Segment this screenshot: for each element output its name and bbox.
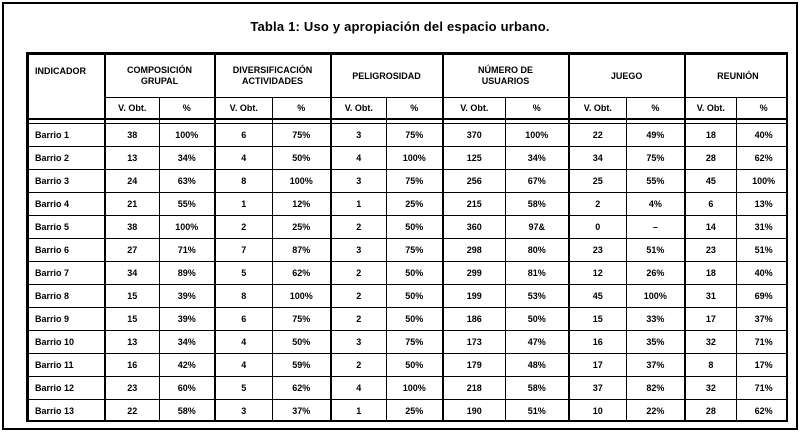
barrio-cell: Barrio 12 <box>29 377 105 400</box>
percent-cell: 75% <box>387 124 443 147</box>
subheader-vobt: V. Obt. <box>331 98 387 120</box>
value-cell: 17 <box>569 354 627 377</box>
table-row <box>29 262 789 285</box>
header-numero-usuarios <box>443 55 569 98</box>
subheader-vobt: V. Obt. <box>685 98 737 120</box>
header-group-line1: COMPOSICIÓN <box>127 65 193 75</box>
value-cell: 2 <box>569 193 627 216</box>
value-cell: 3 <box>331 170 387 193</box>
percent-cell: 50% <box>387 216 443 239</box>
value-cell: 173 <box>443 331 506 354</box>
percent-cell: 75% <box>387 331 443 354</box>
subheader-pct: % <box>387 98 443 120</box>
header-group-line1: JUEGO <box>610 70 643 81</box>
subheader-vobt: V. Obt. <box>569 98 627 120</box>
table-container <box>26 52 788 422</box>
percent-cell: 50% <box>273 147 331 170</box>
percent-cell: 51% <box>627 239 685 262</box>
value-cell: 4 <box>331 147 387 170</box>
value-cell: 18 <box>685 262 737 285</box>
percent-cell: 89% <box>160 262 215 285</box>
value-cell: 2 <box>331 216 387 239</box>
barrio-cell: Barrio 5 <box>29 216 105 239</box>
percent-cell: 50% <box>387 308 443 331</box>
header-sub-row <box>29 98 789 120</box>
value-cell: 298 <box>443 239 506 262</box>
barrio-cell: Barrio 1 <box>29 124 105 147</box>
barrio-cell: Barrio 4 <box>29 193 105 216</box>
value-cell: 215 <box>443 193 506 216</box>
percent-cell: 50% <box>273 331 331 354</box>
percent-cell: 47% <box>506 331 569 354</box>
value-cell: 28 <box>685 400 737 423</box>
value-cell: 15 <box>569 308 627 331</box>
percent-cell: 81% <box>506 262 569 285</box>
percent-cell: 75% <box>627 147 685 170</box>
percent-cell: 100% <box>737 170 788 193</box>
header-group-line1: PELIGROSIDAD <box>352 70 421 81</box>
percent-cell: 48% <box>506 354 569 377</box>
value-cell: 370 <box>443 124 506 147</box>
barrio-cell: Barrio 2 <box>29 147 105 170</box>
value-cell: 6 <box>215 308 273 331</box>
value-cell: 37 <box>569 377 627 400</box>
value-cell: 6 <box>685 193 737 216</box>
percent-cell: 100% <box>387 147 443 170</box>
percent-cell: 50% <box>506 308 569 331</box>
value-cell: 360 <box>443 216 506 239</box>
header-group-line2: ACTIVIDADES <box>242 76 304 86</box>
value-cell: 31 <box>685 285 737 308</box>
value-cell: 28 <box>685 147 737 170</box>
percent-cell: 82% <box>627 377 685 400</box>
percent-cell: 40% <box>737 262 788 285</box>
percent-cell: 62% <box>273 262 331 285</box>
percent-cell: 37% <box>627 354 685 377</box>
percent-cell: 39% <box>160 308 215 331</box>
value-cell: 3 <box>331 124 387 147</box>
barrio-cell: Barrio 3 <box>29 170 105 193</box>
table-row <box>29 331 789 354</box>
value-cell: 179 <box>443 354 506 377</box>
header-peligrosidad <box>331 55 443 98</box>
percent-cell: 13% <box>737 193 788 216</box>
percent-cell: 25% <box>387 193 443 216</box>
value-cell: 24 <box>105 170 160 193</box>
percent-cell: 87% <box>273 239 331 262</box>
value-cell: 18 <box>685 124 737 147</box>
percent-cell: 100% <box>160 216 215 239</box>
subheader-pct: % <box>273 98 331 120</box>
table-body <box>29 119 789 422</box>
table-row <box>29 285 789 308</box>
percent-cell: 12% <box>273 193 331 216</box>
value-cell: 22 <box>569 124 627 147</box>
header-group-line1: DIVERSIFICACIÓN <box>232 65 313 75</box>
value-cell: 3 <box>331 331 387 354</box>
value-cell: 25 <box>569 170 627 193</box>
percent-cell: 58% <box>160 400 215 423</box>
value-cell: 8 <box>685 354 737 377</box>
table-row <box>29 239 789 262</box>
value-cell: 34 <box>105 262 160 285</box>
value-cell: 4 <box>215 147 273 170</box>
header-juego <box>569 55 685 98</box>
percent-cell: 71% <box>160 239 215 262</box>
header-group-line1: NÚMERO DE <box>478 65 534 75</box>
barrio-cell: Barrio 8 <box>29 285 105 308</box>
value-cell: 5 <box>215 377 273 400</box>
percent-cell: 4% <box>627 193 685 216</box>
percent-cell: 17% <box>737 354 788 377</box>
percent-cell: 60% <box>160 377 215 400</box>
percent-cell: 75% <box>387 170 443 193</box>
percent-cell: 58% <box>506 193 569 216</box>
value-cell: 13 <box>105 147 160 170</box>
percent-cell: 50% <box>387 262 443 285</box>
value-cell: 15 <box>105 308 160 331</box>
percent-cell: 100% <box>627 285 685 308</box>
value-cell: 0 <box>569 216 627 239</box>
value-cell: 186 <box>443 308 506 331</box>
value-cell: 23 <box>685 239 737 262</box>
percent-cell: 100% <box>273 285 331 308</box>
header-group-line1: REUNIÓN <box>717 70 759 81</box>
document-frame <box>2 2 798 430</box>
table-row <box>29 400 789 423</box>
barrio-cell: Barrio 13 <box>29 400 105 423</box>
percent-cell: 97& <box>506 216 569 239</box>
value-cell: 8 <box>215 170 273 193</box>
percent-cell: 58% <box>506 377 569 400</box>
header-reunion <box>685 55 788 98</box>
value-cell: 23 <box>105 377 160 400</box>
value-cell: 10 <box>569 400 627 423</box>
value-cell: 1 <box>331 400 387 423</box>
percent-cell: 80% <box>506 239 569 262</box>
table-row <box>29 308 789 331</box>
percent-cell: 37% <box>273 400 331 423</box>
barrio-cell: Barrio 10 <box>29 331 105 354</box>
table-row <box>29 216 789 239</box>
value-cell: 32 <box>685 377 737 400</box>
value-cell: 32 <box>685 331 737 354</box>
percent-cell: 37% <box>737 308 788 331</box>
value-cell: 2 <box>215 216 273 239</box>
table-row <box>29 147 789 170</box>
percent-cell: 75% <box>387 239 443 262</box>
percent-cell: 75% <box>273 308 331 331</box>
percent-cell: 55% <box>160 193 215 216</box>
value-cell: 2 <box>331 308 387 331</box>
barrio-cell: Barrio 6 <box>29 239 105 262</box>
value-cell: 13 <box>105 331 160 354</box>
table-row <box>29 124 789 147</box>
data-table <box>28 54 788 422</box>
subheader-pct: % <box>160 98 215 120</box>
barrio-cell: Barrio 9 <box>29 308 105 331</box>
value-cell: 12 <box>569 262 627 285</box>
percent-cell: 67% <box>506 170 569 193</box>
header-indicador: INDICADOR <box>29 55 105 120</box>
percent-cell: 49% <box>627 124 685 147</box>
percent-cell: 62% <box>737 400 788 423</box>
value-cell: 15 <box>105 285 160 308</box>
header-composicion-grupal <box>105 55 215 98</box>
value-cell: 1 <box>331 193 387 216</box>
value-cell: 17 <box>685 308 737 331</box>
percent-cell: 51% <box>506 400 569 423</box>
percent-cell: – <box>627 216 685 239</box>
value-cell: 34 <box>569 147 627 170</box>
percent-cell: 40% <box>737 124 788 147</box>
value-cell: 45 <box>569 285 627 308</box>
header-group-row <box>29 55 789 98</box>
subheader-vobt: V. Obt. <box>215 98 273 120</box>
subheader-vobt: V. Obt. <box>443 98 506 120</box>
value-cell: 7 <box>215 239 273 262</box>
percent-cell: 100% <box>273 170 331 193</box>
percent-cell: 39% <box>160 285 215 308</box>
percent-cell: 31% <box>737 216 788 239</box>
percent-cell: 62% <box>737 147 788 170</box>
percent-cell: 42% <box>160 354 215 377</box>
value-cell: 8 <box>215 285 273 308</box>
subheader-pct: % <box>506 98 569 120</box>
percent-cell: 62% <box>273 377 331 400</box>
table-row <box>29 170 789 193</box>
percent-cell: 26% <box>627 262 685 285</box>
value-cell: 2 <box>331 285 387 308</box>
percent-cell: 75% <box>273 124 331 147</box>
value-cell: 21 <box>105 193 160 216</box>
value-cell: 45 <box>685 170 737 193</box>
percent-cell: 50% <box>387 285 443 308</box>
subheader-pct: % <box>627 98 685 120</box>
percent-cell: 51% <box>737 239 788 262</box>
value-cell: 27 <box>105 239 160 262</box>
value-cell: 256 <box>443 170 506 193</box>
value-cell: 14 <box>685 216 737 239</box>
value-cell: 190 <box>443 400 506 423</box>
value-cell: 16 <box>105 354 160 377</box>
value-cell: 199 <box>443 285 506 308</box>
percent-cell: 22% <box>627 400 685 423</box>
percent-cell: 59% <box>273 354 331 377</box>
header-group-line2: GRUPAL <box>140 76 179 86</box>
percent-cell: 100% <box>387 377 443 400</box>
percent-cell: 71% <box>737 377 788 400</box>
percent-cell: 34% <box>160 147 215 170</box>
value-cell: 16 <box>569 331 627 354</box>
subheader-pct: % <box>737 98 788 120</box>
table-row <box>29 377 789 400</box>
table-row <box>29 193 789 216</box>
value-cell: 3 <box>331 239 387 262</box>
value-cell: 4 <box>331 377 387 400</box>
header-group-line2: USUARIOS <box>481 76 530 86</box>
barrio-cell: Barrio 7 <box>29 262 105 285</box>
percent-cell: 69% <box>737 285 788 308</box>
value-cell: 2 <box>331 262 387 285</box>
percent-cell: 35% <box>627 331 685 354</box>
percent-cell: 50% <box>387 354 443 377</box>
value-cell: 38 <box>105 216 160 239</box>
percent-cell: 25% <box>273 216 331 239</box>
value-cell: 5 <box>215 262 273 285</box>
value-cell: 299 <box>443 262 506 285</box>
percent-cell: 53% <box>506 285 569 308</box>
percent-cell: 63% <box>160 170 215 193</box>
barrio-cell: Barrio 11 <box>29 354 105 377</box>
percent-cell: 34% <box>160 331 215 354</box>
value-cell: 4 <box>215 354 273 377</box>
percent-cell: 25% <box>387 400 443 423</box>
value-cell: 22 <box>105 400 160 423</box>
value-cell: 4 <box>215 331 273 354</box>
value-cell: 6 <box>215 124 273 147</box>
percent-cell: 55% <box>627 170 685 193</box>
subheader-vobt: V. Obt. <box>105 98 160 120</box>
value-cell: 125 <box>443 147 506 170</box>
table-row <box>29 354 789 377</box>
header-diversificacion-actividades <box>215 55 331 98</box>
value-cell: 3 <box>215 400 273 423</box>
percent-cell: 33% <box>627 308 685 331</box>
value-cell: 1 <box>215 193 273 216</box>
percent-cell: 100% <box>506 124 569 147</box>
value-cell: 38 <box>105 124 160 147</box>
percent-cell: 100% <box>160 124 215 147</box>
table-title: Tabla 1: Uso y apropiación del espacio urbano. <box>250 19 550 34</box>
percent-cell: 71% <box>737 331 788 354</box>
percent-cell: 34% <box>506 147 569 170</box>
value-cell: 23 <box>569 239 627 262</box>
value-cell: 218 <box>443 377 506 400</box>
value-cell: 2 <box>331 354 387 377</box>
